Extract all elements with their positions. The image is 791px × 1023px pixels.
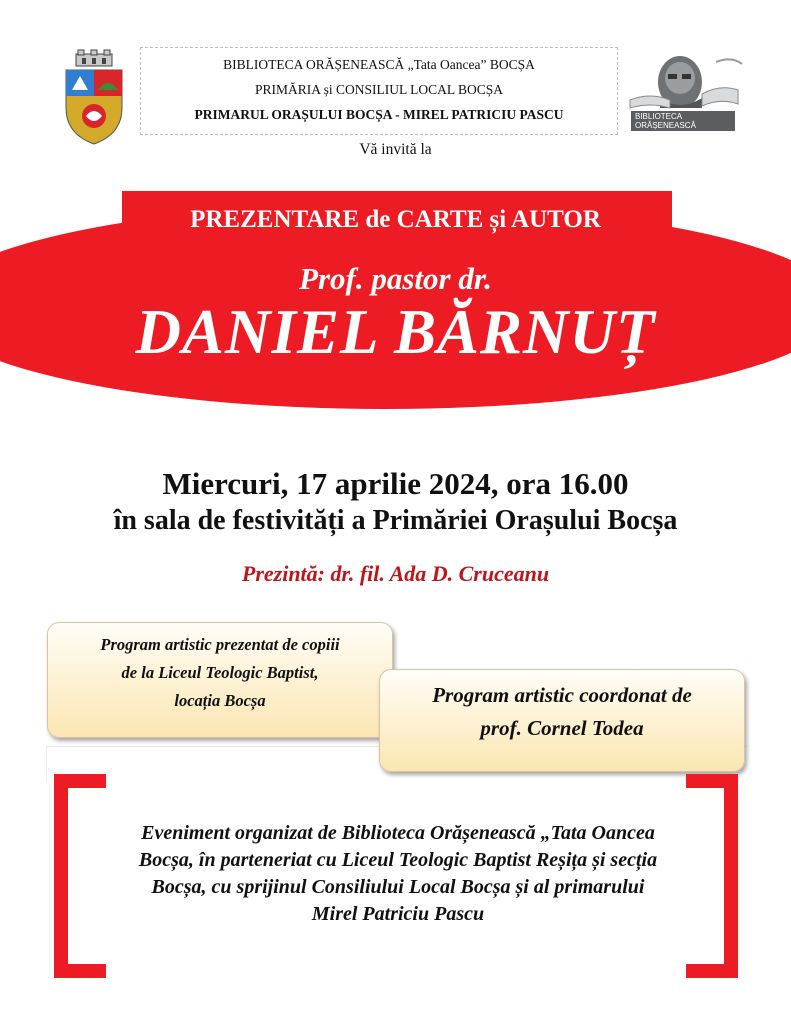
program-right-box [379, 669, 745, 772]
header-mayor-line: PRIMARUL ORAȘULUI BOCȘA - MIREL PATRICIU PASCU [194, 107, 564, 122]
invite-text: Vă invită la [359, 141, 432, 158]
banner-title: PREZENTARE de CARTE și AUTOR [190, 206, 601, 233]
library-logo-caption [631, 111, 735, 139]
header-box [140, 47, 618, 135]
presenter-text: Prezintă: dr. fil. Ada D. Cruceanu [241, 561, 550, 586]
organizer-line4: Mirel Patriciu Pascu [311, 903, 485, 925]
header-city-hall-line: PRIMĂRIA și CONSILIUL LOCAL BOCȘA [254, 82, 504, 97]
program-right-line1: Program artistic coordonat de [432, 683, 692, 707]
coat-of-arms-icon [58, 48, 130, 148]
program-left-line3: locația Bocșa [174, 691, 266, 710]
organizer-text [92, 820, 704, 928]
program-left-line1: Program artistic prezentat de copiii [100, 635, 340, 654]
program-left-line2: de la Liceul Teologic Baptist, [121, 663, 319, 682]
banner-subtitle: Prof. pastor dr. [299, 261, 492, 296]
event-date: Miercuri, 17 aprilie 2024, ora 16.00 [162, 466, 629, 501]
library-caption-line1: BIBLIOTECA ORĂȘENEASCĂ [635, 112, 696, 130]
event-venue: în sala de festivități a Primăriei Orașului Bocșa [113, 505, 678, 536]
organizer-line1: Eveniment organizat de Biblioteca Orășenească „Tata Oancea [141, 822, 655, 844]
organizer-line2: Bocșa, în parteneriat cu Liceul Teologic Baptist Reșița și secția [138, 849, 658, 871]
program-right-line2: prof. Cornel Todea [480, 716, 644, 740]
library-caption-line2: TATA OANCEA BOCȘA [635, 130, 722, 139]
header-library-line: BIBLIOTECA ORĂȘENEASCĂ „Tata Oancea” BOCȘA [223, 57, 535, 72]
banner-author-name: DANIEL BĂRNUȚ [135, 297, 656, 367]
program-left-box [47, 622, 393, 738]
organizer-line3: Bocșa, cu sprijinul Consiliului Local Bocșa și al primarului [151, 876, 645, 898]
